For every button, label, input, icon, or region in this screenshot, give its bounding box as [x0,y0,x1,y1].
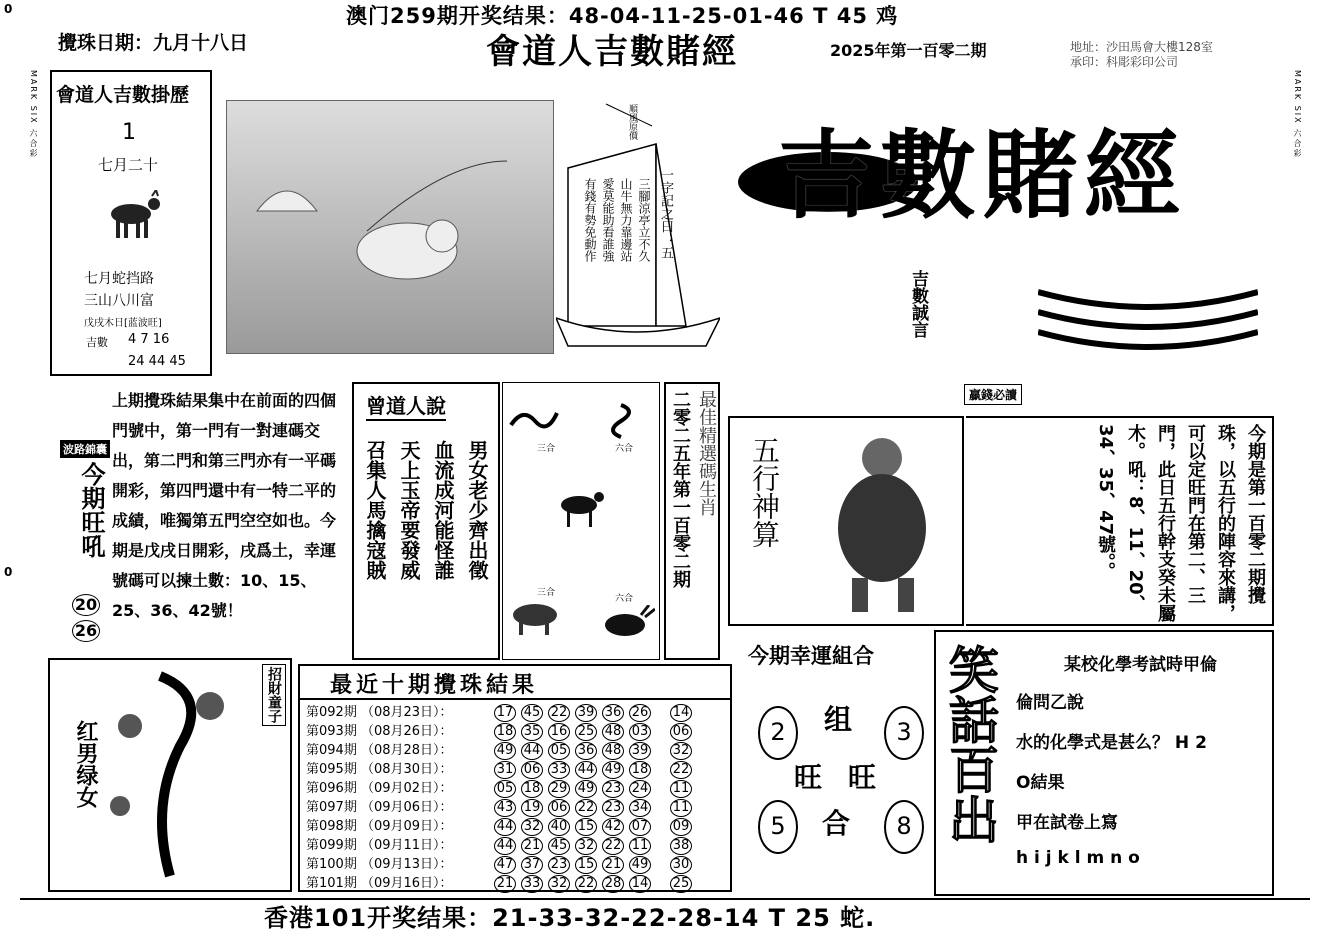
zodiac-label-3: 三合 [537,588,556,598]
joke-line-2: 倫問乙說 [1016,693,1084,713]
result-number: 29 [548,780,570,798]
zodiac-label-4: 六合 [615,594,634,604]
combo-number-3: 5 [758,800,798,854]
result-number: 45 [548,837,570,855]
results-row [306,875,697,893]
result-special-number: 06 [670,723,692,741]
zodiac-label-2: 六合 [615,444,634,454]
result-number: 26 [629,704,651,722]
goat-center-icon [553,487,607,531]
issue-number: 2025年第一百零二期 [830,41,987,60]
results-row-label: 第100期 （09月13日）： [306,857,453,872]
left-number-1 [72,594,105,616]
results-row-label: 第098期 （09月09日）： [306,819,453,834]
sayings-title: 曾道人說 [366,390,446,421]
child-figure-icon [806,428,956,618]
result-number: 23 [548,856,570,874]
results-row [306,704,697,722]
tree-branch-icon [90,666,250,886]
logo-side-text: 吉數誠言 [908,270,928,338]
almanac-day: 1 [122,120,136,145]
result-number: 18 [629,761,651,779]
combo-char-1: 组 [824,703,853,736]
combo-number-1: 2 [758,706,798,760]
result-number: 18 [521,780,543,798]
combo-char-2: 旺 [794,761,823,794]
result-special-number: 09 [670,818,692,836]
result-number: 15 [575,856,597,874]
result-number: 49 [629,856,651,874]
left-number-2-value: 26 [72,620,100,642]
result-number: 39 [575,704,597,722]
result-special-number: 11 [670,799,692,817]
result-number: 22 [548,704,570,722]
result-number: 23 [602,799,624,817]
results-row-label: 第096期 （09月02日）： [306,781,453,796]
hk-result-banner: 香港101开奖结果：21-33-32-22-28-14 T 25 蛇. [264,904,876,932]
wuxing-text-panel [966,416,1274,626]
result-special-number: 25 [670,875,692,893]
left-side-strip [26,70,42,900]
best-pick-col-1: 二零二五年第一百零二期 [670,390,691,588]
almanac-numbers-2: 24 44 45 [128,354,186,369]
result-number: 05 [548,742,570,760]
edge-mark-top: 0 [4,2,13,16]
results-row-label: 第099期 （09月11日）： [306,838,453,853]
best-pick-col-2: 最佳精選碼生肖 [696,390,717,516]
snake-icon [601,401,641,441]
result-number: 21 [602,856,624,874]
result-number: 11 [629,837,651,855]
zodiac-panel [502,382,660,660]
rabbit-icon [601,605,655,639]
results-row-label: 第095期 （08月30日）： [306,762,453,777]
results-panel [298,664,732,892]
result-number: 22 [575,799,597,817]
results-row-label: 第092期 （08月23日）： [306,705,453,720]
sail-line-2: 山牛無力靠邊站 [619,178,633,262]
sayings-col-2: 血流成河能怪誰 [431,440,455,580]
result-number: 31 [494,761,516,779]
results-row [306,818,697,836]
result-number: 28 [602,875,624,893]
must-read-tag: 贏錢必讀 [964,384,1022,405]
result-special-number: 11 [670,780,692,798]
result-number: 36 [575,742,597,760]
fortune-kid-panel [48,658,292,892]
sail-title: 一字記之曰：五 [658,168,673,259]
result-special-number: 22 [670,761,692,779]
result-number: 44 [494,818,516,836]
left-strip-label: MARK SIX 六合彩 [29,70,38,160]
sayings-col-1: 男女老少齊出徵 [465,440,489,580]
results-row [306,742,697,760]
logo-area [738,82,1286,402]
result-number: 32 [548,875,570,893]
result-number: 21 [521,837,543,855]
result-number: 34 [629,799,651,817]
draw-date-value: 九月十八日 [153,32,249,54]
analysis-text: 上期攪珠結果集中在前面的四個門號中，第一門有一對連碼交出，第二門和第三門亦有一平碼開彩，第四門還中有一特二平的成績，唯獨第五門空空如也。今期是戊戌日開彩，戌爲土，幸運號碼可以揀土數：10、15、25、36、42號！ [112,391,337,620]
left-tag: 波路錦囊 [60,440,110,458]
macau-result-banner: 澳门259期开奖结果：48-04-11-25-01-46 T 45 鸡 [346,4,899,28]
result-number: 33 [548,761,570,779]
result-number: 49 [575,780,597,798]
printer-line: 承印：科彫彩印公司 [1070,55,1179,69]
almanac-panel [50,70,212,376]
result-number: 15 [575,818,597,836]
result-special-number: 32 [670,742,692,760]
combo-number-4: 8 [884,800,924,854]
ink-painting-image [226,100,554,354]
almanac-numbers-1: 4 7 16 [128,332,170,347]
result-number: 35 [521,723,543,741]
sayings-panel [352,382,500,660]
combo-number-2: 3 [884,706,924,760]
result-number: 19 [521,799,543,817]
logo-title: 吉數賭經 [778,119,1186,232]
wuxing-title: 五行神算 [748,436,781,548]
result-number: 45 [521,704,543,722]
address-line: 地址：沙田馬會大樓128室 [1070,40,1213,54]
left-vertical-title: 今期旺吼 [77,462,105,558]
result-number: 06 [521,761,543,779]
almanac-title: 會道人吉數掛歷 [56,84,190,106]
wuxing-text: 今期是第一百零二期攪珠，以五行的陣容來講，可以定旺門在第二、三門，此日五行幹支癸未屬木。吼：8、11、20、34、35、47號。。 [1095,424,1266,622]
result-number: 47 [494,856,516,874]
results-row [306,856,697,874]
right-side-strip [1290,70,1306,900]
joke-panel [934,630,1274,896]
combo-char-4: 合 [822,807,851,840]
page-title: 會道人吉數賭經 [486,32,738,72]
result-number: 17 [494,704,516,722]
joke-line-1: 某校化學考試時甲倫 [1064,655,1217,675]
results-row [306,723,697,741]
result-number: 33 [521,875,543,893]
almanac-lucky-label: 吉數 [86,336,108,349]
result-number: 23 [602,780,624,798]
result-number: 24 [629,780,651,798]
joke-line-3: 水的化學式是甚么？ H 2 [1016,733,1207,753]
result-number: 42 [602,818,624,836]
result-number: 49 [494,742,516,760]
almanac-ganzhi: 戊戌木日[蓝波旺] [84,318,162,329]
sail-flag: 順風原價 [627,104,637,140]
result-number: 32 [521,818,543,836]
logo-wave-lines [1038,282,1258,372]
fortune-kid-text: 红男绿女 [73,720,98,808]
result-number: 36 [602,704,624,722]
sail-line-1: 三腳涼亭立不久 [637,178,651,262]
result-number: 22 [602,837,624,855]
sayings-col-3: 天上玉帝要發威 [397,440,421,580]
almanac-verse-2: 三山八川富 [84,293,154,309]
results-divider [300,698,730,700]
result-number: 44 [575,761,597,779]
fortune-kid-tag: 招財童子 [262,664,286,726]
result-special-number: 38 [670,837,692,855]
result-special-number: 30 [670,856,692,874]
joke-line-6: h i j k l m n o [1016,848,1140,868]
result-number: 40 [548,818,570,836]
results-row-label: 第101期 （09月16日）： [306,876,453,891]
result-number: 22 [575,875,597,893]
zodiac-label-1: 三合 [537,444,556,454]
joke-title: 笑話百出 [941,644,1000,844]
result-number: 49 [602,761,624,779]
result-number: 14 [629,875,651,893]
left-number-1-value: 20 [72,594,100,616]
results-row-label: 第097期 （09月06日）： [306,800,453,815]
results-row [306,761,697,779]
result-number: 48 [602,742,624,760]
result-number: 07 [629,818,651,836]
combo-panel [740,634,930,884]
joke-line-5: 甲在試卷上寫 [1016,813,1118,833]
goat-icon [96,190,166,242]
results-row [306,799,697,817]
best-pick-panel [664,382,720,660]
result-special-number: 14 [670,704,692,722]
combo-char-3: 旺 [848,761,877,794]
results-row [306,780,697,798]
ox-icon [505,597,565,637]
result-number: 44 [494,837,516,855]
wuxing-image-panel [728,416,964,626]
result-number: 21 [494,875,516,893]
sail-line-4: 有錢有勢免動作 [583,178,597,262]
combo-title: 今期幸運組合 [748,644,874,668]
result-number: 03 [629,723,651,741]
result-number: 16 [548,723,570,741]
results-title: 最近十期攪珠結果 [330,673,539,698]
result-number: 44 [521,742,543,760]
almanac-lunar-date: 七月二十 [98,156,159,174]
result-number: 06 [548,799,570,817]
draw-date [58,28,248,55]
left-number-2 [72,620,105,642]
sail-boat-panel [556,96,720,356]
joke-line-4: O結果 [1016,773,1065,793]
result-number: 25 [575,723,597,741]
result-number: 48 [602,723,624,741]
painting-sketch [227,101,553,353]
sail-line-3: 愛莫能助看誰強 [601,178,615,262]
result-number: 39 [629,742,651,760]
result-number: 37 [521,856,543,874]
result-number: 32 [575,837,597,855]
result-number: 18 [494,723,516,741]
result-number: 05 [494,780,516,798]
results-row [306,837,697,855]
result-number: 43 [494,799,516,817]
right-strip-label: MARK SIX 六合彩 [1293,70,1302,160]
sayings-col-4: 召集人馬擒寇賊 [363,440,387,580]
almanac-verse-1: 七月蛇挡路 [84,271,154,287]
draw-date-label: 攪珠日期： [58,32,154,54]
results-row-label: 第094期 （08月28日）： [306,743,453,758]
dragon-icon [509,405,559,435]
results-row-label: 第093期 （08月26日）： [306,724,453,739]
edge-mark-mid: 0 [4,565,13,579]
